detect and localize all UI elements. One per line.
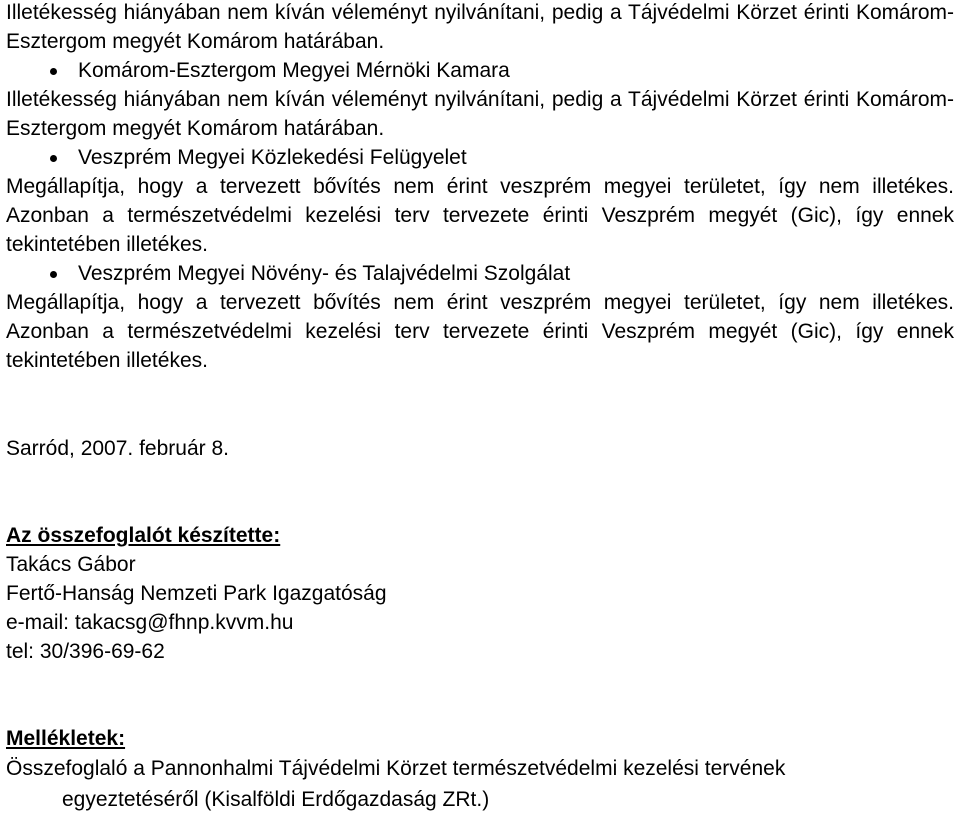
author-email: e-mail: takacsg@fhnp.kvvm.hu — [6, 611, 294, 634]
item-title: Veszprém Megyei Növény- és Talajvédelmi Szolgálat — [78, 262, 571, 285]
item-paragraph: Illetékesség hiányában nem kíván véleményt nyilvánítani, pedig a Tájvédelmi Körzet érinti Komárom-Esztergom megyét Komárom határában. — [6, 88, 954, 140]
attachment-line: Összefoglaló a Pannonhalmi Tájvédelmi Körzet természetvédelmi kezelési tervének — [6, 757, 786, 780]
bullet-icon — [50, 68, 57, 75]
author-phone: tel: 30/396-69-62 — [6, 640, 165, 663]
document-page — [6, 0, 954, 815]
item-paragraph: Megállapítja, hogy a tervezett bővítés nem érint veszprém megyei területet, így nem illetékes. Azonban a természetvédelmi kezelési terv tervezete érinti Veszprém megyét (Gic), így ennek tekintetében illetékes. — [6, 175, 954, 256]
bullet-icon — [50, 271, 57, 278]
item-title: Komárom-Esztergom Megyei Mérnöki Kamara — [78, 59, 510, 82]
author-name: Takács Gábor — [6, 553, 136, 576]
item-paragraph: Megállapítja, hogy a tervezett bővítés nem érint veszprém megyei területet, így nem illetékes. Azonban a természetvédelmi kezelési terv tervezete érinti Veszprém megyét (Gic), így ennek tekintetében illetékes. — [6, 291, 954, 372]
bullet-icon — [50, 155, 57, 162]
bullet-item-title — [6, 56, 954, 85]
date-line: Sarród, 2007. február 8. — [6, 437, 229, 460]
author-organization: Fertő-Hanság Nemzeti Park Igazgatóság — [6, 582, 387, 605]
attachment-line-continued: egyeztetéséről (Kisalföldi Erdőgazdaság ZRt.) — [62, 788, 490, 811]
bullet-item-title — [6, 143, 954, 172]
author-heading: Az összefoglalót készítette: — [6, 524, 281, 547]
bullet-item-title — [6, 259, 954, 288]
item-title: Veszprém Megyei Közlekedési Felügyelet — [78, 146, 467, 169]
attachments-heading: Mellékletek: — [6, 727, 126, 750]
intro-paragraph: Illetékesség hiányában nem kíván véleményt nyilvánítani, pedig a Tájvédelmi Körzet érinti Komárom-Esztergom megyét Komárom határában. — [6, 1, 954, 53]
